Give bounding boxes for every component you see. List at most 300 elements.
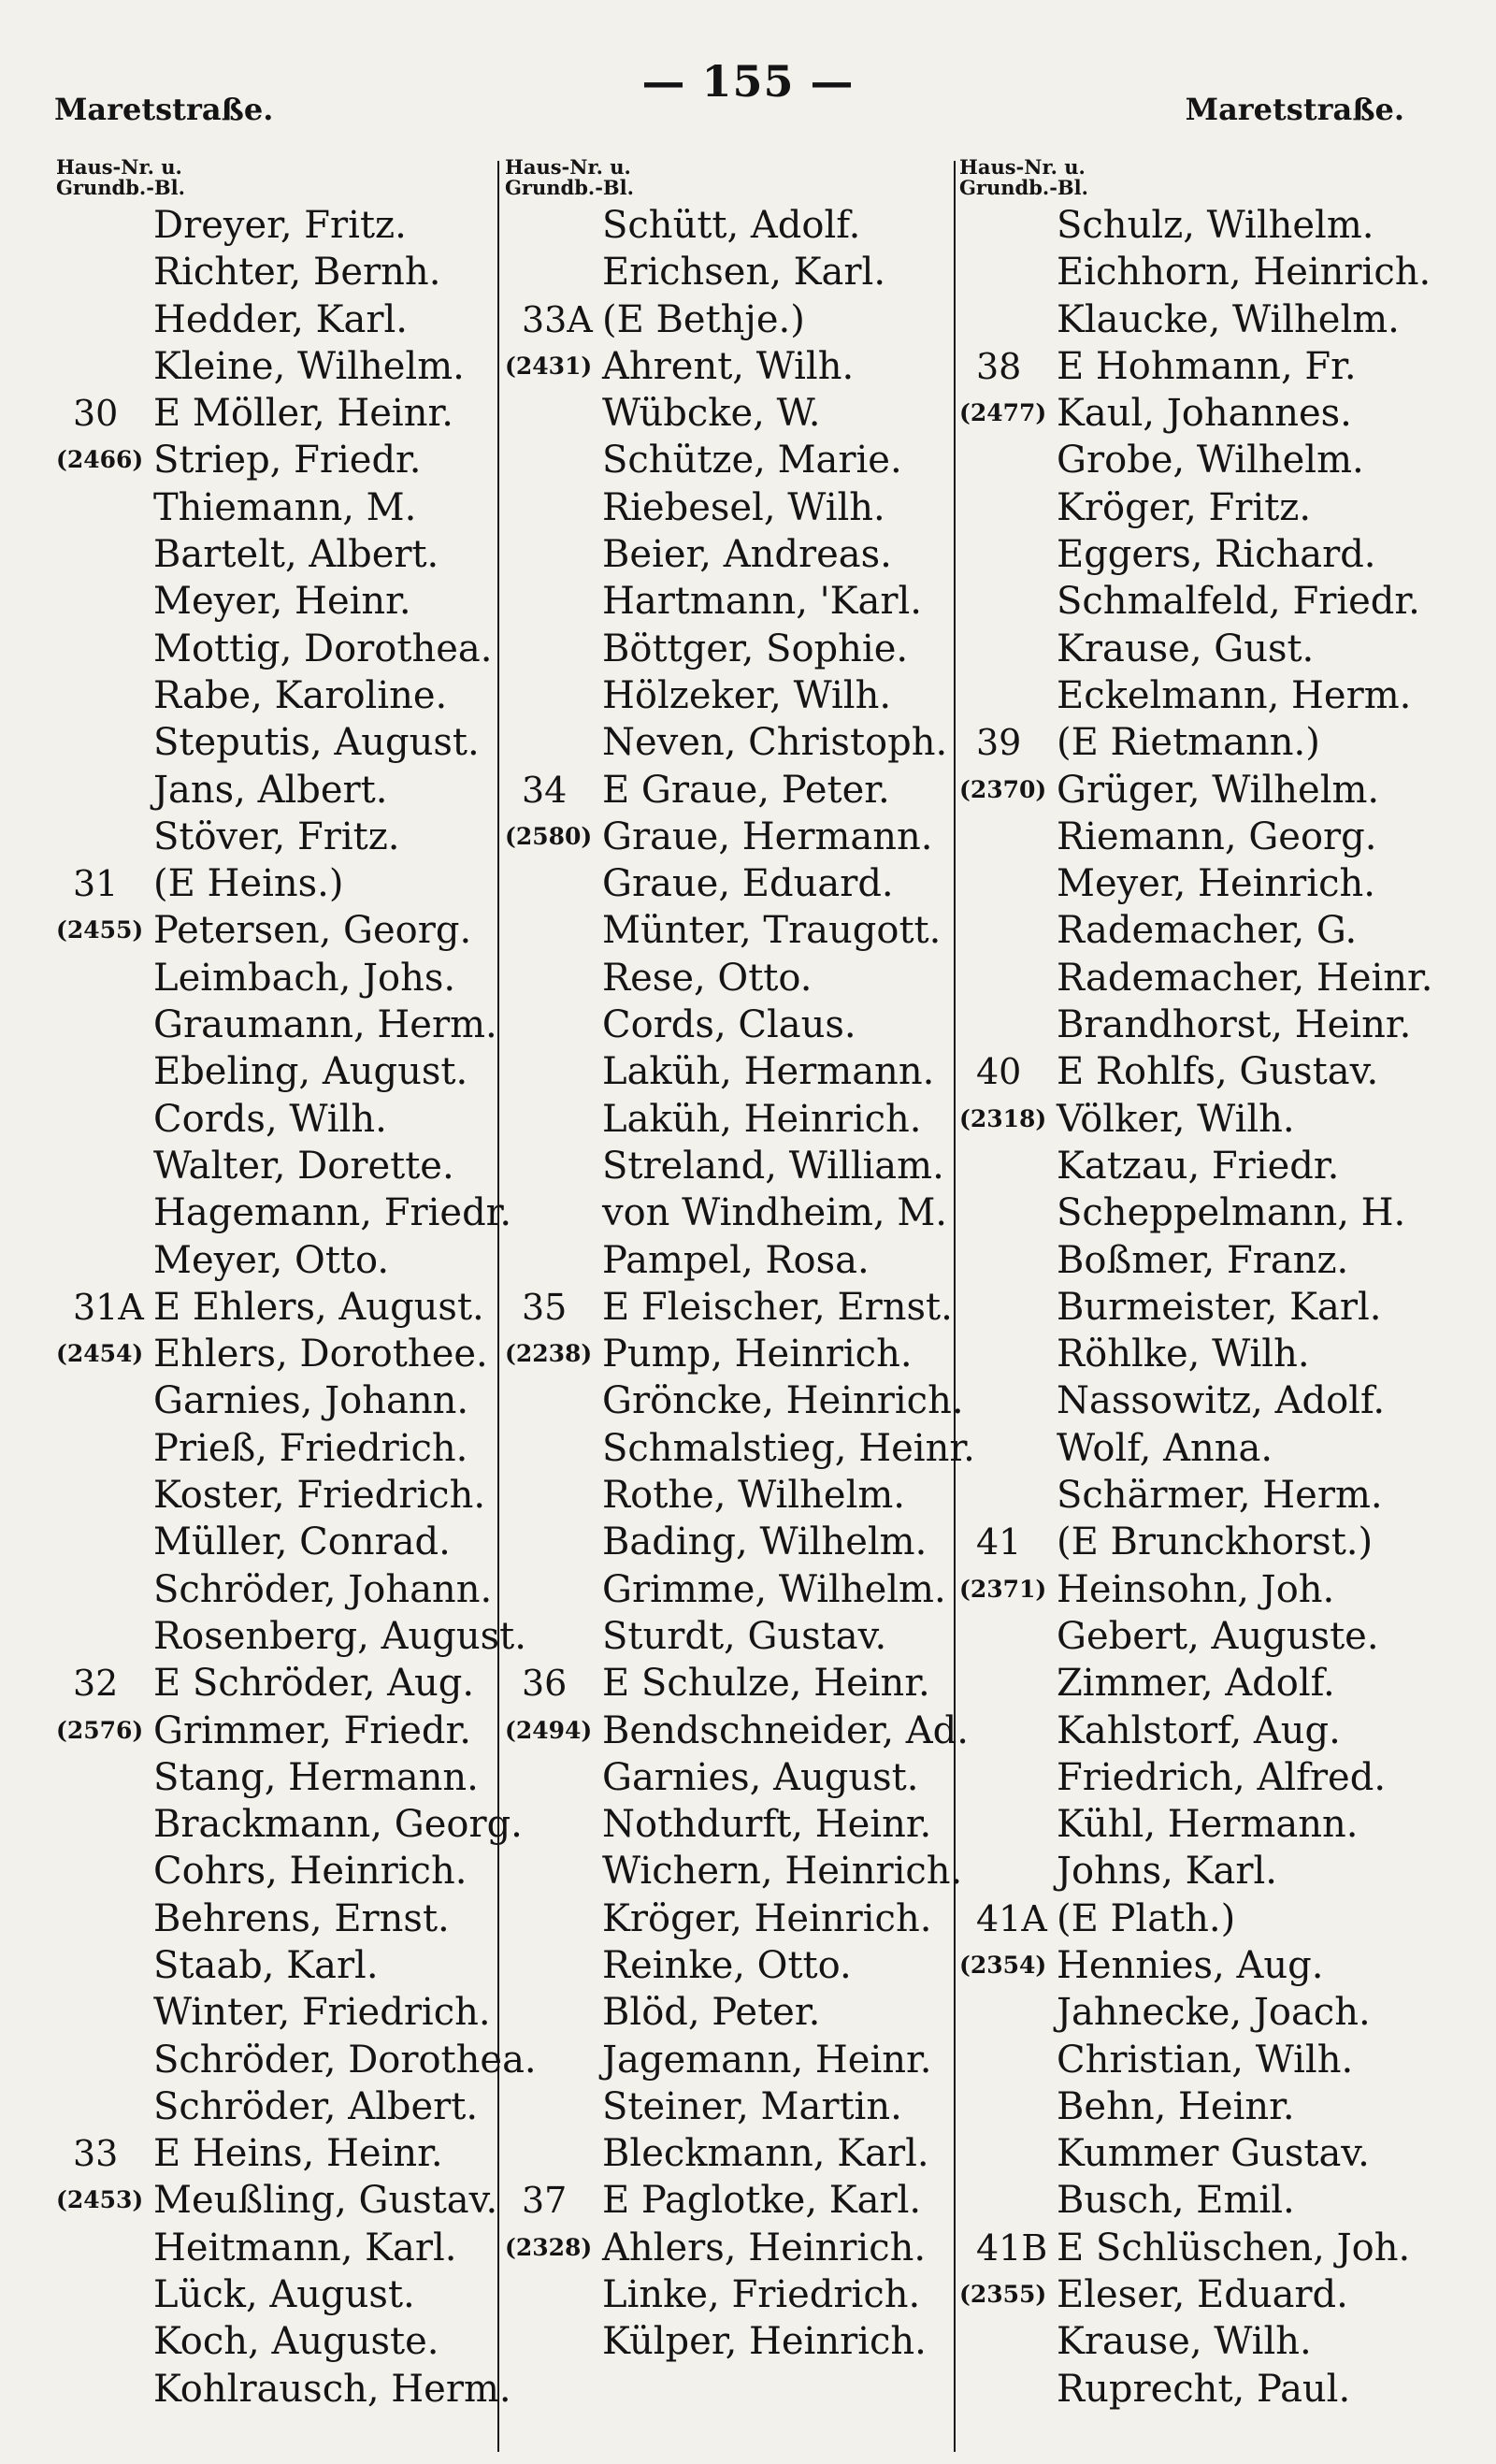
directory-entry [505,2083,949,2130]
directory-entry [959,249,1431,295]
resident-name: Meußling, Gustav. [153,2179,498,2223]
resident-name: Thiemann, M. [153,485,417,529]
directory-entry [959,814,1427,860]
house-number: 39 [976,722,1022,764]
resident-name: E Hohmann, Fr. [1057,344,1357,388]
resident-name: Laküh, Heinrich. [602,1097,922,1141]
directory-entry [959,343,1427,390]
directory-entry [56,1377,496,1424]
directory-entry [56,343,496,390]
directory-entry [56,1801,523,1848]
house-number: 35 [522,1286,568,1328]
resident-name: E Schlüschen, Joh. [1057,2226,1411,2269]
directory-entry [56,1613,526,1660]
resident-name: Kleine, Wilhelm. [153,344,465,388]
column-header [56,157,496,198]
directory-entry [56,2271,496,2318]
directory-entry [505,578,949,625]
resident-name: Katzau, Friedr. [1057,1144,1340,1188]
directory-entry [505,1096,949,1143]
resident-name: Wichern, Heinrich. [602,1850,963,1894]
directory-entry [959,390,1427,437]
directory-entry [56,1143,496,1189]
directory-column [56,155,537,2413]
directory-entry [56,626,496,672]
resident-name: Graue, Eduard. [602,862,894,906]
directory-entry [56,2225,496,2271]
resident-name: Richter, Bernh. [153,251,441,295]
house-number: 38 [976,345,1022,387]
directory-entry [56,1848,496,1895]
directory-entry [56,1989,496,2036]
resident-name: E Fleischer, Ernst. [602,1285,953,1329]
directory-entry [959,1942,1427,1989]
directory-entry [56,390,496,437]
resident-name: Pampel, Rosa. [602,1238,870,1282]
directory-entry [56,2318,496,2365]
house-number: 36 [522,1663,568,1705]
directory-entry [505,2037,949,2083]
resident-name: Schärmer, Herm. [1057,1474,1383,1518]
directory-entry [505,2130,949,2177]
directory-entry [505,2271,949,2318]
resident-name: Lück, August. [153,2273,415,2317]
resident-name: Böttger, Sophie. [602,627,909,670]
resident-name: Koster, Friedrich. [153,1474,486,1518]
directory-entry [56,296,496,343]
directory-entry [505,437,949,483]
resident-name: Cords, Claus. [602,1003,856,1047]
resident-name: Hedder, Karl. [153,297,408,341]
resident-name: Meyer, Otto. [153,1238,390,1282]
directory-entry [56,1519,496,1565]
resident-name: Gröncke, Heinrich. [602,1379,964,1423]
directory-entry [505,814,949,860]
resident-name: Hartmann, 'Karl. [602,580,923,624]
resident-name: (E Brunckhorst.) [1057,1520,1374,1564]
house-number: 41 [976,1521,1022,1563]
directory-entry [959,531,1427,578]
resident-name: (E Heins.) [153,862,344,906]
directory-entry [56,1284,496,1331]
entry-list [959,202,1433,2413]
directory-entry [959,1001,1427,1048]
directory-entry [56,672,496,719]
directory-entry [959,1801,1427,1848]
resident-name: Prieß, Friedrich. [153,1426,468,1470]
resident-name: Schröder, Albert. [153,2084,479,2128]
land-register-sheet: (2355) [959,2281,1047,2309]
resident-name: Kröger, Fritz. [1057,485,1312,529]
directory-entry [505,1613,949,1660]
house-number: 31 [73,863,119,905]
resident-name: Schulz, Wilhelm. [1057,204,1374,247]
directory-entry [505,626,949,672]
resident-name: Streland, William. [602,1144,944,1188]
directory-entry [56,1472,496,1519]
directory-entry [56,578,496,625]
column-header [505,157,949,198]
resident-name: Schmalfeld, Friedr. [1057,580,1420,624]
resident-name: Krause, Gust. [1057,627,1315,670]
entry-list [56,202,537,2413]
resident-name: Rabe, Karoline. [153,673,448,717]
resident-name: Kühl, Hermann. [1057,1803,1359,1847]
directory-entry [959,1331,1427,1377]
resident-name: Riemann, Georg. [1057,814,1377,858]
resident-name: Neven, Christoph. [602,721,948,765]
directory-entry [505,1189,949,1236]
directory-entry [959,1143,1427,1189]
directory-entry [959,2225,1427,2271]
house-number: 41A [976,1897,1047,1939]
directory-entry [56,814,496,860]
resident-name: Nothdurft, Heinr. [602,1803,932,1847]
directory-entry [959,1472,1427,1519]
directory-entry [56,1708,496,1754]
directory-entry [56,2366,511,2413]
directory-column [505,155,975,2366]
directory-entry [505,672,949,719]
directory-entry [505,1519,949,1565]
directory-entry [959,907,1427,954]
resident-name: Beier, Andreas. [602,533,892,577]
directory-entry [505,1848,963,1895]
column-header [959,157,1427,198]
directory-entry [959,202,1427,249]
column-header-line: Grundb.-Bl. [56,176,185,199]
resident-name: E Ehlers, August. [153,1285,484,1329]
resident-name: Rese, Otto. [602,956,813,1000]
directory-entry [56,1331,496,1377]
directory-entry [959,1566,1427,1613]
resident-name: Eckelmann, Herm. [1057,673,1412,717]
resident-name: Winter, Friedrich. [153,1991,491,2035]
resident-name: Klaucke, Wilhelm. [1057,297,1400,341]
directory-entry [959,860,1427,907]
directory-entry [505,2177,949,2224]
resident-name: Laküh, Hermann. [602,1050,935,1094]
resident-name: Heitmann, Karl. [153,2226,457,2269]
resident-name: Grobe, Wilhelm. [1057,439,1364,483]
resident-name: Koch, Auguste. [153,2320,439,2364]
directory-entry [959,1708,1427,1754]
resident-name: Scheppelmann, H. [1057,1191,1406,1235]
resident-name: Gebert, Auguste. [1057,1614,1379,1658]
land-register-sheet: (2454) [56,1340,144,1368]
land-register-sheet: (2580) [505,822,593,850]
resident-name: Kröger, Heinrich. [602,1896,932,1940]
column-divider [497,161,499,2452]
resident-name: Ehlers, Dorothee. [153,1333,488,1376]
directory-entry [959,1660,1427,1707]
house-number: 31A [73,1286,144,1328]
resident-name: Graumann, Herm. [153,1003,497,1047]
resident-name: Grimmer, Friedr. [153,1708,471,1752]
resident-name: Johns, Karl. [1057,1850,1277,1894]
directory-entry [505,1472,949,1519]
resident-name: Stang, Hermann. [153,1755,479,1799]
house-number: 32 [73,1663,119,1705]
directory-entry [56,484,496,531]
directory-entry [505,249,949,295]
directory-entry [56,1096,496,1143]
resident-name: E Rohlfs, Gustav. [1057,1050,1379,1094]
resident-name: Völker, Wilh. [1057,1097,1295,1141]
house-number: 33 [73,2133,119,2175]
land-register-sheet: (2238) [505,1340,593,1368]
directory-entry [56,907,496,954]
resident-name: Münter, Traugott. [602,909,942,953]
directory-entry [959,1754,1427,1801]
resident-name: Mottig, Dorothea. [153,627,493,670]
resident-name: Ebeling, August. [153,1050,468,1094]
directory-entry [505,1331,949,1377]
land-register-sheet: (2466) [56,446,144,474]
resident-name: (E Bethje.) [602,297,805,341]
resident-name: (E Rietmann.) [1057,721,1320,765]
resident-name: Kahlstorf, Aug. [1057,1708,1341,1752]
directory-entry [56,2177,496,2224]
directory-entry [56,2083,496,2130]
directory-entry [959,1895,1427,1942]
resident-name: Rothe, Wilhelm. [602,1474,906,1518]
resident-name: Heinsohn, Joh. [1057,1567,1335,1611]
resident-name: Hennies, Aug. [1057,1943,1324,1987]
resident-name: Leimbach, Johs. [153,956,456,1000]
directory-entry [56,1942,496,1989]
resident-name: Pump, Heinrich. [602,1333,913,1376]
resident-name: Behrens, Ernst. [153,1896,450,1940]
column-header-line: Haus-Nr. u. [505,155,631,179]
resident-name: Bendschneider, Ad. [602,1708,969,1752]
column-header-line: Grundb.-Bl. [959,176,1088,199]
resident-name: Ahrent, Wilh. [602,344,855,388]
directory-entry [959,2130,1427,2177]
land-register-sheet: (2318) [959,1104,1047,1132]
directory-entry [505,1942,949,1989]
directory-entry [959,1989,1427,2036]
directory-entry [959,719,1427,766]
resident-name: Brandhorst, Heinr. [1057,1003,1412,1047]
resident-name: Blöd, Peter. [602,1991,821,2035]
directory-entry [505,719,949,766]
column-header-line: Haus-Nr. u. [959,155,1086,179]
resident-name: Busch, Emil. [1057,2179,1295,2223]
directory-entry [56,2037,537,2083]
resident-name: Külper, Heinrich. [602,2320,927,2364]
resident-name: Ahlers, Heinrich. [602,2226,927,2269]
directory-entry [959,1613,1427,1660]
house-number: 33A [522,298,593,340]
directory-entry [959,1048,1427,1095]
directory-entry [959,2366,1427,2413]
resident-name: E Graue, Peter. [602,768,890,812]
resident-name: Röhlke, Wilh. [1057,1333,1310,1376]
resident-name: Wolf, Anna. [1057,1426,1273,1470]
house-number: 30 [73,393,119,435]
house-number: 37 [522,2180,568,2222]
land-register-sheet: (2455) [56,916,144,944]
directory-entry [959,955,1433,1001]
land-register-sheet: (2328) [505,2233,593,2261]
directory-entry [56,1754,496,1801]
directory-entry [505,1989,949,2036]
resident-name: Kummer Gustav. [1057,2132,1370,2176]
resident-name: Rademacher, G. [1057,909,1358,953]
resident-name: Brackmann, Georg. [153,1803,523,1847]
resident-name: Dreyer, Fritz. [153,204,407,247]
directory-entry [505,2318,949,2365]
resident-name: E Heins, Heinr. [153,2132,443,2176]
resident-name: Sturdt, Gustav. [602,1614,887,1658]
resident-name: Erichsen, Karl. [602,251,886,295]
directory-entry [56,437,496,483]
directory-entry [56,1048,496,1095]
directory-entry [505,1425,975,1472]
resident-name: Petersen, Georg. [153,909,472,953]
directory-entry [505,907,949,954]
resident-name: Eggers, Richard. [1057,533,1376,577]
resident-name: Steiner, Martin. [602,2084,902,2128]
resident-name: Zimmer, Adolf. [1057,1662,1335,1706]
directory-entry [959,2037,1427,2083]
directory-entry [959,2083,1427,2130]
resident-name: Kaul, Johannes. [1057,392,1352,436]
land-register-sheet: (2453) [56,2186,144,2214]
directory-entry [505,343,949,390]
directory-entry [505,1754,949,1801]
directory-entry [505,1566,949,1613]
directory-entry [56,955,496,1001]
resident-name: Rademacher, Heinr. [1057,956,1433,1000]
directory-entry [505,2225,949,2271]
resident-name: Müller, Conrad. [153,1520,451,1564]
resident-name: Behn, Heinr. [1057,2084,1295,2128]
directory-entry [56,249,496,295]
directory-entry [959,767,1427,814]
directory-entry [505,531,949,578]
resident-name: Linke, Friedrich. [602,2273,921,2317]
directory-entry [56,202,496,249]
resident-name: E Paglotke, Karl. [602,2179,922,2223]
directory-entry [959,437,1427,483]
directory-entry [505,202,949,249]
directory-entry [505,1237,949,1284]
directory-entry [505,860,949,907]
resident-name: Schröder, Dorothea. [153,2038,537,2082]
land-register-sheet: (2494) [505,1716,593,1744]
directory-entry [505,1895,949,1942]
directory-entry [56,2130,496,2177]
house-number: 34 [522,769,568,811]
directory-entry [959,1519,1427,1565]
directory-entry [959,626,1427,672]
directory-entry [505,1708,969,1754]
resident-name: E Möller, Heinr. [153,392,453,436]
resident-name: Garnies, Johann. [153,1379,469,1423]
directory-entry [505,390,949,437]
directory-entry [505,296,949,343]
directory-entry [56,1895,496,1942]
directory-entry [505,1377,964,1424]
directory-entry [959,1096,1427,1143]
resident-name: Meyer, Heinrich. [1057,862,1375,906]
directory-entry [959,2177,1427,2224]
directory-entry [959,2318,1427,2365]
house-number: 40 [976,1051,1022,1093]
land-register-sheet: (2477) [959,399,1047,427]
land-register-sheet: (2431) [505,352,593,380]
resident-name: Jagemann, Heinr. [602,2038,932,2082]
directory-entry [959,1848,1427,1895]
directory-entry [56,1237,496,1284]
resident-name: E Schulze, Heinr. [602,1662,930,1706]
resident-name: Steputis, August. [153,721,480,765]
resident-name: Ruprecht, Paul. [1057,2367,1351,2411]
directory-entry [56,1425,496,1472]
directory-entry [959,1425,1427,1472]
resident-name: Staab, Karl. [153,1943,379,1987]
house-number: 41B [976,2226,1048,2269]
resident-name: Graue, Hermann. [602,814,933,858]
resident-name: Bartelt, Albert. [153,533,439,577]
running-head-left: Maretstraße. [54,92,274,127]
resident-name: Jahnecke, Joach. [1057,1991,1371,2035]
resident-name: (E Plath.) [1057,1896,1236,1940]
directory-entry [959,296,1427,343]
resident-name: Schütt, Adolf. [602,204,861,247]
directory-entry [56,767,496,814]
directory-entry [505,484,949,531]
directory-entry [505,1048,949,1095]
resident-name: Hölzeker, Wilh. [602,673,892,717]
resident-name: Jans, Albert. [153,768,388,812]
resident-name: E Schröder, Aug. [153,1662,475,1706]
directory-entry [56,1660,496,1707]
resident-name: Krause, Wilh. [1057,2320,1312,2364]
resident-name: Meyer, Heinr. [153,580,411,624]
resident-name: Riebesel, Wilh. [602,485,885,529]
directory-entry [959,1377,1427,1424]
directory-entry [505,767,949,814]
directory-entry [959,1237,1427,1284]
running-head-right: Maretstraße. [1185,92,1404,127]
directory-entry [505,955,949,1001]
directory-entry [959,1189,1427,1236]
directory-entry [959,672,1427,719]
directory-entry [505,1284,953,1331]
directory-column [959,155,1433,2413]
resident-name: Burmeister, Karl. [1057,1285,1382,1329]
resident-name: Walter, Dorette. [153,1144,454,1188]
resident-name: Grimme, Wilhelm. [602,1567,946,1611]
directory-entry [56,1566,496,1613]
column-divider [954,161,956,2452]
column-header-line: Haus-Nr. u. [56,155,182,179]
land-register-sheet: (2354) [959,1951,1047,1979]
directory-entry [505,1143,949,1189]
resident-name: Boßmer, Franz. [1057,1238,1349,1282]
directory-entry [505,1660,949,1707]
resident-name: Cohrs, Heinrich. [153,1850,468,1894]
resident-name: Grüger, Wilhelm. [1057,768,1380,812]
resident-name: Rosenberg, August. [153,1614,526,1658]
resident-name: Bading, Wilhelm. [602,1520,928,1564]
directory-entry [959,484,1427,531]
land-register-sheet: (2371) [959,1575,1047,1603]
entry-list [505,202,975,2366]
